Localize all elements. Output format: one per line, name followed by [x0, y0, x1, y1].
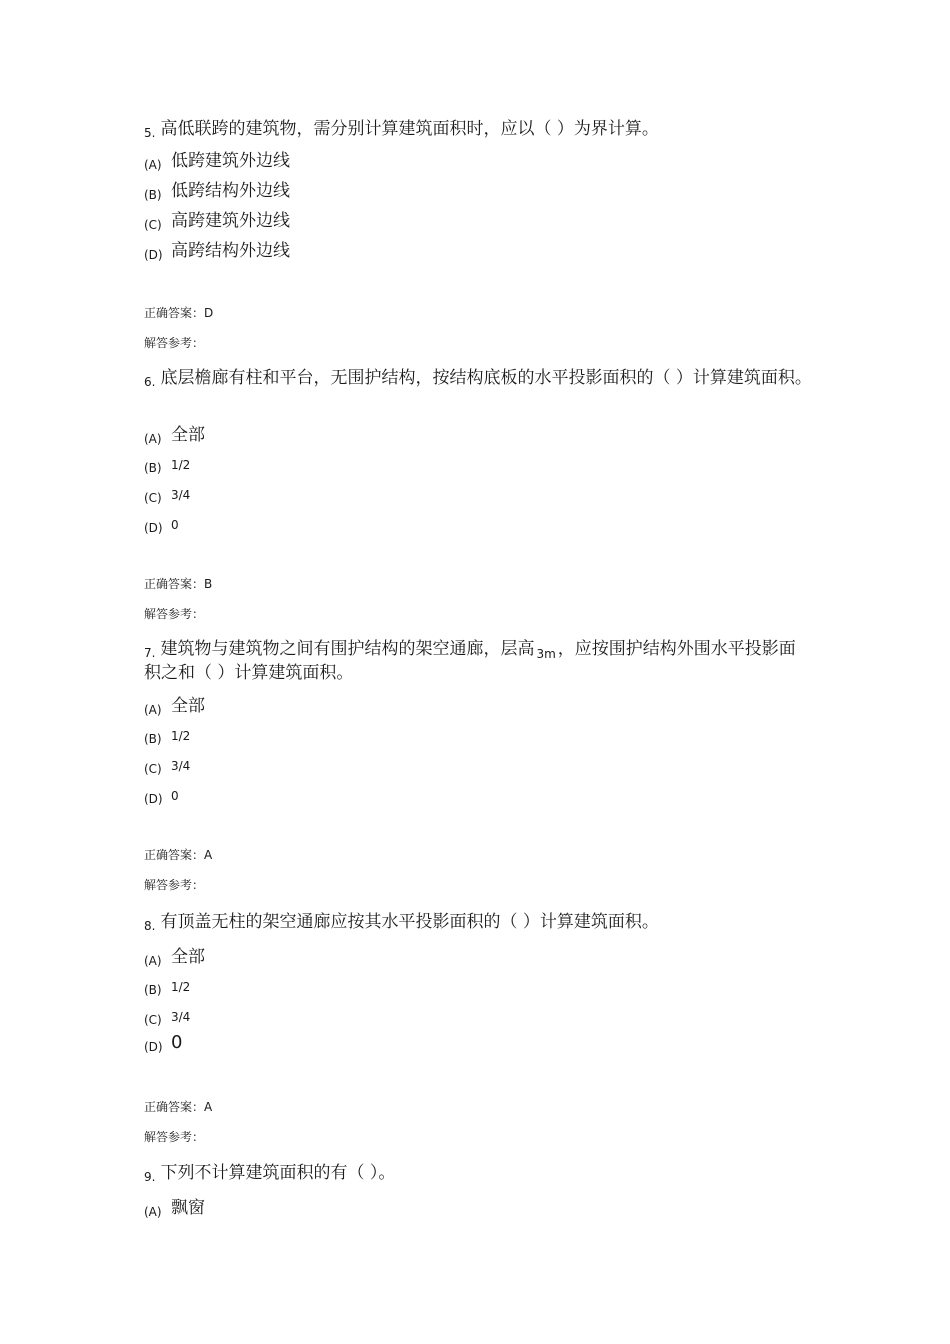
question-text-part2: ，应按围护结构外围水平投影面积之和（ ）计算建筑面积。 — [144, 639, 796, 683]
answer-label: 正确答案： — [144, 577, 205, 591]
option-label: (C) — [144, 218, 162, 232]
option-label: (C) — [144, 491, 162, 505]
answer-label: 正确答案： — [144, 306, 205, 320]
option-text: 低跨结构外边线 — [171, 181, 290, 201]
storey-height: 3m — [536, 647, 556, 661]
option-label: (A) — [144, 432, 162, 446]
option-text: 高跨结构外边线 — [171, 241, 290, 261]
option-label: (A) — [144, 954, 162, 968]
option-text: 1/2 — [171, 729, 191, 743]
option-label: (C) — [144, 762, 162, 776]
option-label: (D) — [144, 248, 163, 262]
option-label: (A) — [144, 703, 162, 717]
correct-answer — [144, 575, 212, 592]
option-a[interactable] — [144, 942, 205, 966]
option-text: 3/4 — [171, 1010, 191, 1024]
question-number: 7. — [144, 646, 156, 660]
option-text: 0 — [171, 1032, 183, 1053]
answer-value: A — [204, 848, 213, 862]
option-d[interactable] — [144, 514, 179, 538]
question-text-part1: 建筑物与建筑物之间有围护结构的架空通廊，层高 — [160, 639, 535, 659]
option-c[interactable] — [144, 755, 190, 779]
question-7 — [144, 637, 812, 685]
question-5 — [144, 117, 812, 141]
answer-value: A — [204, 1100, 213, 1114]
option-label: (B) — [144, 188, 162, 202]
question-text: 底层檐廊有柱和平台，无围护结构，按结构底板的水平投影面积的（ ）计算建筑面积。 — [160, 368, 812, 388]
option-c[interactable] — [144, 1006, 190, 1030]
option-label: (B) — [144, 461, 162, 475]
option-b[interactable] — [144, 976, 190, 1000]
option-text: 高跨建筑外边线 — [171, 211, 290, 231]
correct-answer — [144, 1098, 212, 1115]
option-label: (B) — [144, 732, 162, 746]
question-6 — [144, 366, 812, 390]
reference-label: 解答参考： — [144, 336, 205, 350]
option-b[interactable] — [144, 454, 190, 478]
option-label: (D) — [144, 792, 163, 806]
question-number: 8. — [144, 919, 156, 933]
option-label: (B) — [144, 983, 162, 997]
question-number: 6. — [144, 375, 156, 389]
option-text: 低跨建筑外边线 — [171, 151, 290, 171]
question-text: 高低联跨的建筑物，需分别计算建筑面积时，应以（ ）为界计算。 — [160, 119, 659, 139]
option-text: 1/2 — [171, 458, 191, 472]
answer-label: 正确答案： — [144, 848, 205, 862]
option-a[interactable] — [144, 1193, 205, 1217]
correct-answer — [144, 846, 212, 863]
option-a[interactable] — [144, 420, 205, 444]
option-text: 0 — [171, 789, 179, 803]
option-text: 1/2 — [171, 980, 191, 994]
option-text: 0 — [171, 518, 179, 532]
option-label: (D) — [144, 1040, 163, 1054]
option-label: (A) — [144, 158, 162, 172]
reference-label: 解答参考： — [144, 607, 205, 621]
answer-value: B — [204, 577, 213, 591]
question-9 — [144, 1161, 812, 1185]
answer-value: D — [204, 306, 214, 320]
option-text: 3/4 — [171, 488, 191, 502]
option-label: (C) — [144, 1013, 162, 1027]
option-d[interactable] — [144, 236, 290, 260]
option-text: 全部 — [171, 696, 205, 716]
question-number: 9. — [144, 1170, 156, 1184]
option-label: (D) — [144, 521, 163, 535]
option-b[interactable] — [144, 176, 290, 200]
option-text: 全部 — [171, 947, 205, 967]
option-c[interactable] — [144, 206, 290, 230]
question-number: 5. — [144, 126, 156, 140]
question-8 — [144, 910, 812, 934]
option-c[interactable] — [144, 484, 190, 508]
option-text: 3/4 — [171, 759, 191, 773]
option-text: 全部 — [171, 425, 205, 445]
option-label: (A) — [144, 1205, 162, 1219]
reference-label: 解答参考： — [144, 878, 205, 892]
question-text: 有顶盖无柱的架空通廊应按其水平投影面积的（ ）计算建筑面积。 — [160, 912, 659, 932]
answer-label: 正确答案： — [144, 1100, 205, 1114]
option-d[interactable] — [144, 785, 179, 809]
option-text: 飘窗 — [171, 1198, 205, 1218]
option-b[interactable] — [144, 725, 190, 749]
question-text: 下列不计算建筑面积的有（ ）。 — [160, 1163, 396, 1183]
option-a[interactable] — [144, 146, 290, 170]
option-a[interactable] — [144, 691, 205, 715]
option-d[interactable] — [144, 1032, 182, 1056]
reference-label: 解答参考： — [144, 1130, 205, 1144]
correct-answer — [144, 304, 213, 321]
